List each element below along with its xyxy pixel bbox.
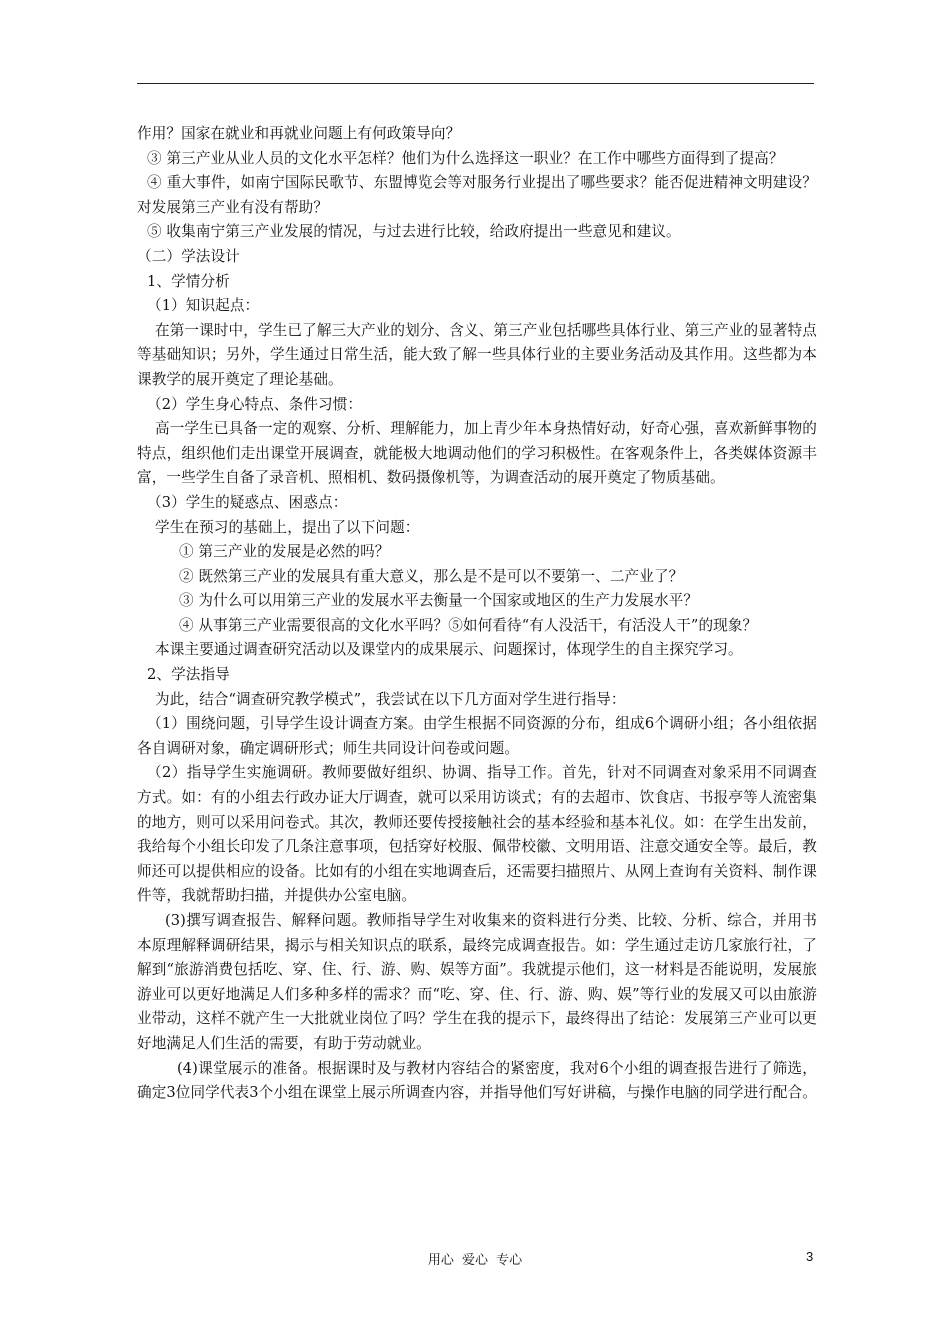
paragraph: （二）学法设计 — [137, 247, 240, 265]
paragraph: （3）学生的疑惑点、困惑点： — [147, 493, 348, 511]
paragraph: ① 第三产业的发展是必然的吗？ — [179, 543, 390, 561]
paragraph: 2、学法指导 — [147, 666, 230, 684]
paragraph: ③ 为什么可以用第三产业的发展水平去衡量一个国家或地区的生产力发展水平？ — [179, 592, 699, 610]
paragraph: ⑤ 收集南宁第三产业发展的情况，与过去进行比较，给政府提出一些意见和建议。 — [147, 223, 681, 241]
paragraph: ④ 从事第三产业需要很高的文化水平吗？⑤如何看待“有人没活干，有活没人干”的现象？ — [179, 616, 758, 634]
paragraph: 1、学情分析 — [147, 272, 230, 290]
paragraph: (3)撰写调查报告、解释问题。教师指导学生对收集来的资料进行分类、比较、分析、综合，并用书本原理解释调研结果，揭示与相关知识点的联系，最终完成调查报告。如：学生通过走访几家旅行社，了解到“旅游消费包括吃、穿、住、行、游、购、娱等方面”。我就提示他们，这一材料是否能说明，发展旅游业可以更好地满足人们多种多样的需求？而“吃、穿、住、行、游、购、娱”等行业的发展又可以由旅游业带动，这样不就产生一大批就业岗位了吗？学生在我的提示下，最终得出了结论：发展第三产业可以更好地满足人们生活的需要，有助于劳动就业。 — [137, 912, 817, 1052]
paragraph: ② 既然第三产业的发展具有重大意义，那么是不是可以不要第一、二产业了？ — [179, 567, 684, 585]
paragraph: ④ 重大事件，如南宁国际民歌节、东盟博览会等对服务行业提出了哪些要求？能否促进精神文明建设？对发展第三产业有没有帮助？ — [137, 174, 817, 216]
paragraph: （1）围绕问题，引导学生设计调查方案。由学生根据不同资源的分布，组成6个调研小组；各小组依据各自调研对象，确定调研形式；师生共同设计问卷或问题。 — [137, 715, 817, 757]
page-footer — [0, 1249, 950, 1269]
footer-motto: 用心 爱心 专心 — [427, 1253, 523, 1268]
header-rule — [137, 83, 814, 84]
paragraph: 本课主要通过调查研究活动以及课堂内的成果展示、问题探讨，体现学生的自主探究学习。 — [155, 641, 743, 659]
paragraph: (4)课堂展示的准备。根据课时及与教材内容结合的紧密度，我对6个小组的调查报告进行了筛选，确定3位同学代表3个小组在课堂上展示所调查内容，并指导他们写好讲稿，与操作电脑的同学进行配合。 — [137, 1059, 817, 1102]
paragraph: （2）学生身心特点、条件习惯： — [147, 395, 363, 413]
paragraph: （1）知识起点： — [147, 297, 260, 315]
paragraph: 在第一课时中，学生已了解三大产业的划分、含义、第三产业包括哪些具体行业、第三产业的显著特点等基础知识；另外，学生通过日常生活，能大致了解一些具体行业的主要业务活动及其作用。这些都为本课教学的展开奠定了理论基础。 — [137, 321, 817, 388]
paragraph: 高一学生已具备一定的观察、分析、理解能力，加上青少年本身热情好动，好奇心强，喜欢新鲜事物的特点，组织他们走出课堂开展调查，就能极大地调动他们的学习积极性。在客观条件上，各类媒体资源丰富，一些学生自备了录音机、照相机、数码摄像机等，为调查活动的展开奠定了物质基础。 — [137, 420, 817, 487]
paragraph: 作用？国家在就业和再就业问题上有何政策导向？ — [137, 125, 461, 142]
paragraph: （2）指导学生实施调研。教师要做好组织、协调、指导工作。首先，针对不同调查对象采用不同调查方式。如：有的小组去行政办证大厅调查，就可以采用访谈式；有的去超市、饮食店、书报亭等人流密集的地方，则可以采用问卷式。其次，教师还要传授接触社会的基本经验和基本礼仪。如：在学生出发前，我给每个小组长印发了几条注意事项，包括穿好校服、佩带校徽、文明用语、注意交通安全等。最后，教师还可以提供相应的设备。比如有的小组在实地调查后，还需要扫描照片、从网上查询有关资料、制作课件等，我就帮助扫描，并提供办公室电脑。 — [137, 764, 817, 905]
document-body — [137, 122, 817, 1106]
page-number: 3 — [806, 1249, 814, 1264]
paragraph: ③ 第三产业从业人员的文化水平怎样？他们为什么选择这一职业？在工作中哪些方面得到了提高？ — [147, 149, 784, 167]
paragraph: 学生在预习的基础上，提出了以下问题： — [155, 518, 420, 536]
paragraph: 为此，结合“调查研究教学模式”，我尝试在以下几方面对学生进行指导： — [155, 690, 626, 708]
